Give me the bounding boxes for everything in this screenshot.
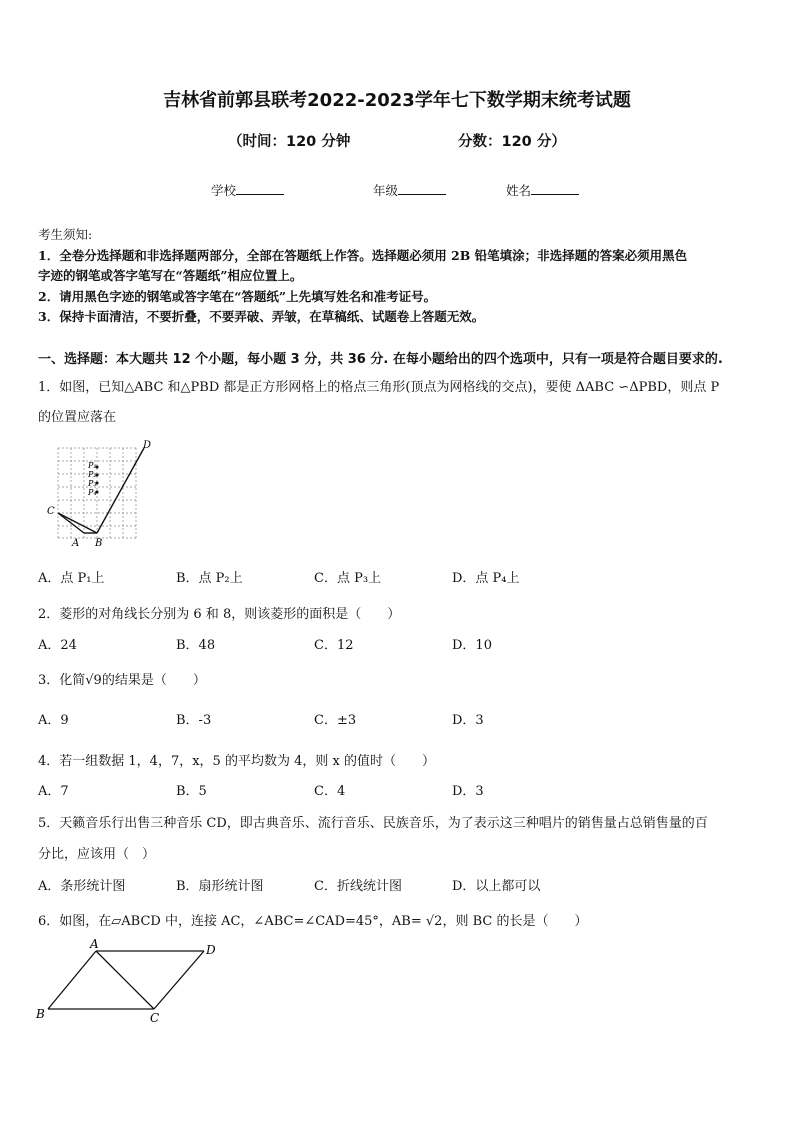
q3-text: 3．化简√9的结果是（ ） [38, 673, 206, 688]
q4-option-d: D．3 [452, 784, 484, 799]
fig-label-a: A [90, 937, 99, 951]
q4-option-c: C．4 [314, 784, 346, 799]
q1-option-a: A．点 P₁上 [38, 571, 105, 586]
notice-line: 3．保持卡面清洁，不要折叠，不要弄破、弄皱，在草稿纸、试题卷上答题无效。 [38, 309, 485, 324]
fig-label-a: A [72, 538, 80, 548]
fig-label-c: C [47, 506, 55, 517]
q6-figure [34, 936, 224, 1026]
fig-label-b: B [95, 538, 103, 548]
q5-option-b: B．扇形统计图 [176, 879, 264, 894]
notice-heading: 考生须知: [38, 227, 93, 242]
fig-label-d: D [143, 440, 152, 451]
q2-option-d: D．10 [452, 638, 492, 653]
q1-text: 1．如图，已知△ABC 和△PBD 都是正方形网格上的格点三角形(顶点为网格线的交点)，要使 ΔABC ∽ΔPBD，则点 P [38, 380, 720, 395]
q1-option-b: B．点 P₂上 [176, 571, 243, 586]
q4-option-a: A．7 [38, 784, 69, 799]
q5-option-d: D．以上都可以 [452, 879, 541, 894]
q2-option-b: B．48 [176, 638, 216, 653]
q3-option-d: D．3 [452, 713, 484, 728]
q5-option-a: A．条形统计图 [38, 879, 126, 894]
q3-option-a: A．9 [38, 713, 69, 728]
q5-option-c: C．折线统计图 [314, 879, 402, 894]
q1-figure [44, 440, 156, 548]
section-heading: 一、选择题：本大题共 12 个小题，每小题 3 分，共 36 分. 在每小题给出的四个选项中，只有一项是符合题目要求的. [38, 352, 723, 367]
q1-text-cont: 的位置应落在 [38, 410, 117, 425]
school-field: 学校 [211, 181, 284, 199]
notice-line: 2．请用黑色字迹的钢笔或答字笔在“答题纸”上先填写姓名和准考证号。 [38, 289, 437, 304]
q1-option-d: D．点 P₄上 [452, 571, 520, 586]
q1-option-c: C．点 P₃上 [314, 571, 382, 586]
q4-option-b: B．5 [176, 784, 207, 799]
q2-text: 2．菱形的对角线长分别为 6 和 8，则该菱形的面积是（ ） [38, 607, 401, 622]
q2-option-c: C．12 [314, 638, 354, 653]
q3-option-b: B．-3 [176, 713, 212, 728]
name-field: 姓名 [506, 181, 579, 199]
time-label: （时间：120 分钟 [228, 134, 351, 150]
fig-label-d: D [206, 943, 216, 957]
page-title: 吉林省前郭县联考2022-2023学年七下数学期末统考试题 [163, 90, 631, 111]
q4-text: 4．若一组数据 1，4，7，x，5 的平均数为 4，则 x 的值时（ ） [38, 754, 435, 769]
q5-text-cont: 分比，应该用（ ） [38, 847, 156, 862]
q3-option-c: C．±3 [314, 713, 357, 728]
fig-label-c: C [150, 1011, 160, 1025]
notice-line: 字迹的钢笔或答字笔写在“答题纸”相应位置上。 [38, 268, 303, 283]
q2-option-a: A．24 [38, 638, 77, 653]
fig-label-p3: P₃ [88, 479, 97, 488]
q5-text: 5．天籁音乐行出售三种音乐 CD，即古典音乐、流行音乐、民族音乐，为了表示这三种唱片的销售量占总销售量的百 [38, 816, 708, 831]
score-label: 分数：120 分） [458, 134, 566, 150]
grade-field: 年级 [373, 181, 446, 199]
q6-text: 6．如图，在▱ABCD 中，连接 AC，∠ABC=∠CAD=45°，AB= √2，则 BC 的长是（ ） [38, 914, 588, 929]
fig-label-p2: P₂ [88, 470, 97, 479]
fig-label-p1: P₁ [88, 461, 97, 470]
fig-label-p4: P₄ [88, 488, 97, 497]
fig-label-b: B [36, 1007, 45, 1021]
notice-line: 1．全卷分选择题和非选择题两部分，全部在答题纸上作答。选择题必须用 2B 铅笔填涂；非选择题的答案必须用黑色 [38, 248, 688, 263]
